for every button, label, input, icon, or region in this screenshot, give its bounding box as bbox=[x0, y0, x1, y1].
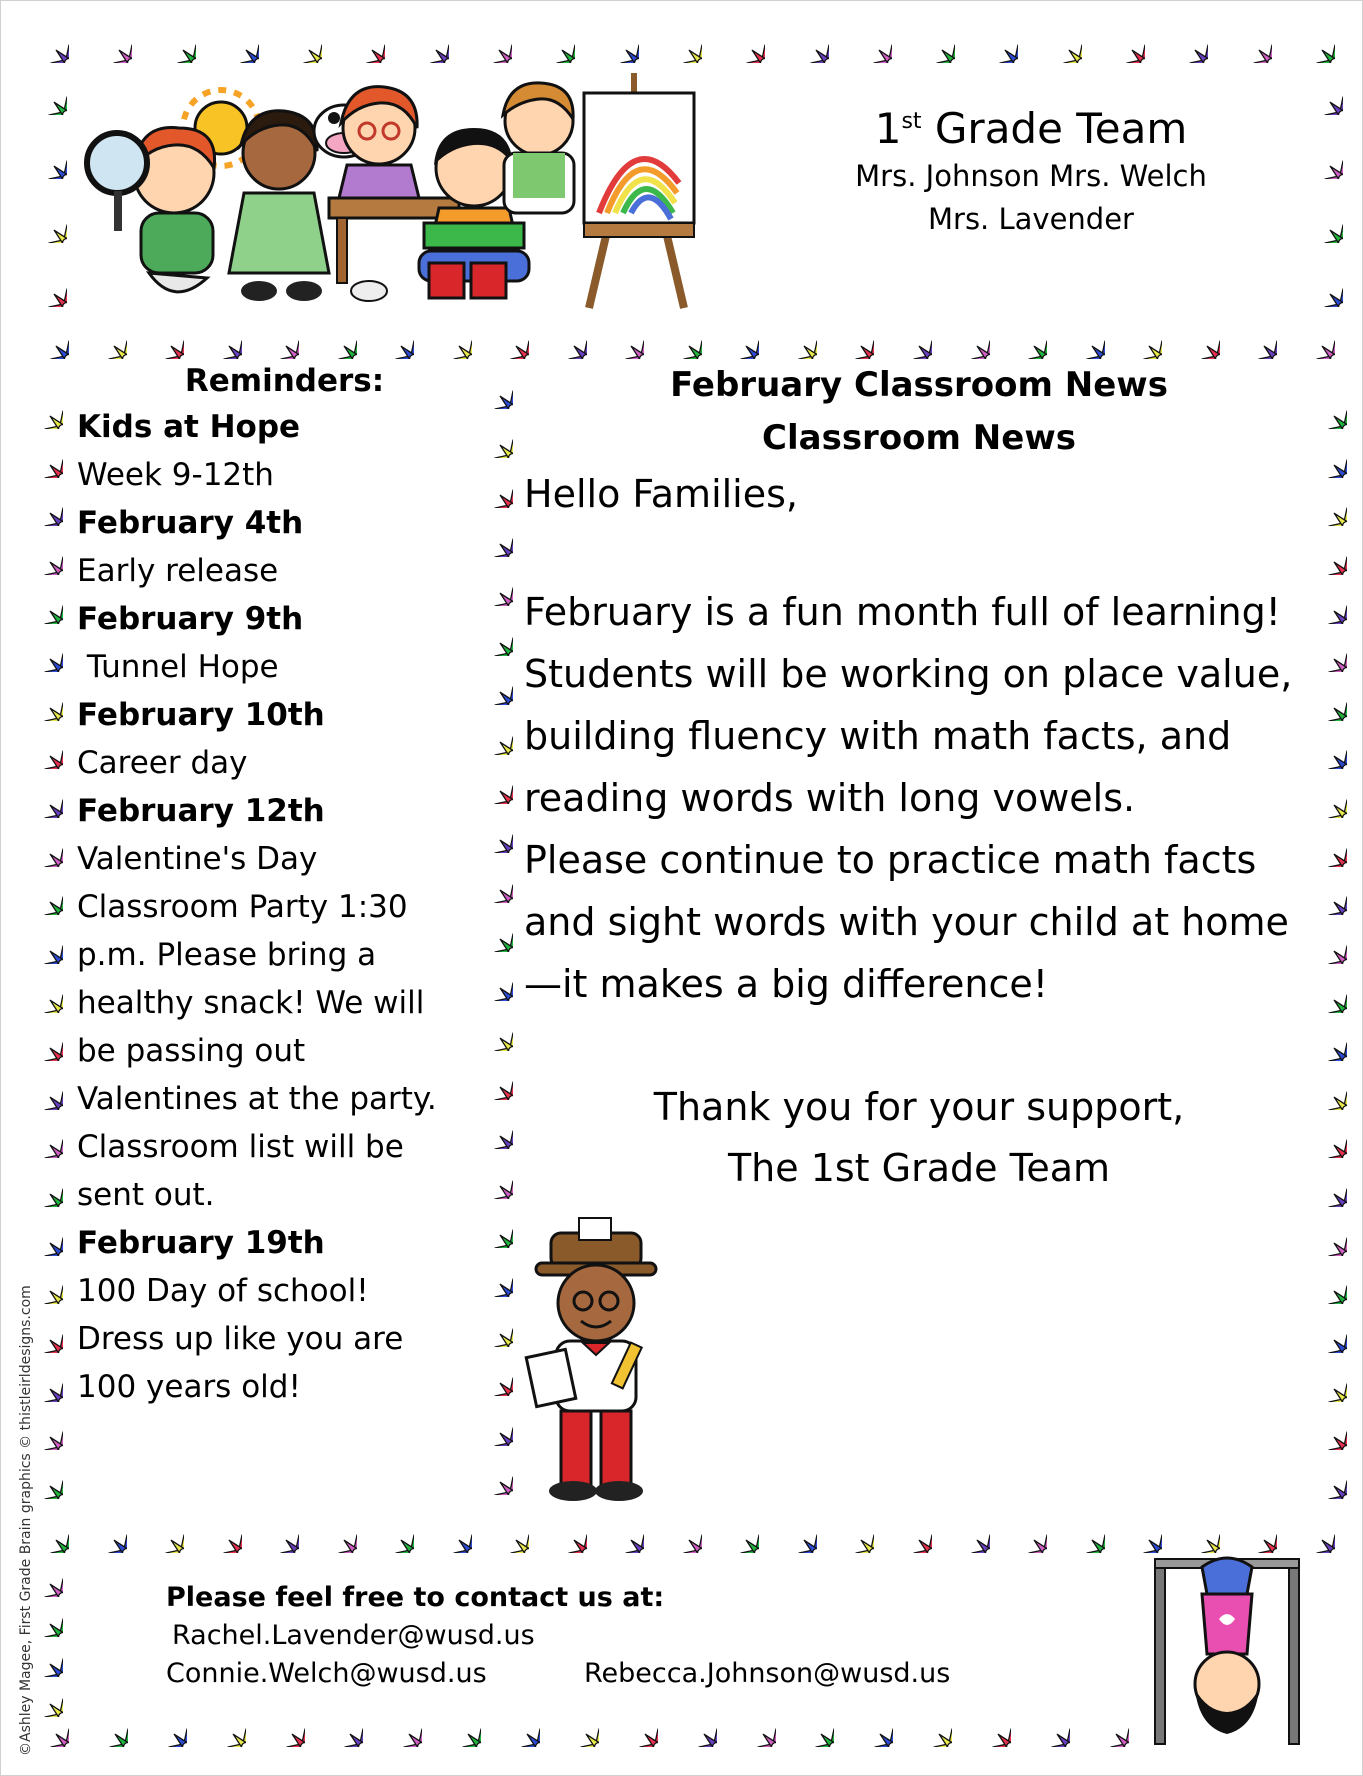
flower-star-icon bbox=[1122, 1513, 1162, 1553]
flower-star-icon bbox=[662, 1513, 702, 1553]
flower-star-icon bbox=[915, 23, 955, 63]
flower-star-icon bbox=[473, 1307, 513, 1347]
flower-star-icon bbox=[473, 665, 513, 705]
flower-star-icon bbox=[382, 1707, 422, 1747]
flower-star-icon bbox=[1180, 1513, 1220, 1553]
footer-divider-star-border bbox=[29, 1513, 1335, 1553]
flower-star-icon bbox=[1307, 1362, 1347, 1402]
flower-star-icon bbox=[323, 1707, 363, 1747]
flower-star-icon bbox=[27, 75, 67, 115]
flower-star-icon bbox=[1307, 1410, 1347, 1450]
flower-star-icon bbox=[23, 389, 63, 429]
flower-star-icon bbox=[23, 681, 63, 721]
reminder-item bbox=[77, 403, 472, 499]
flower-star-icon bbox=[892, 1513, 932, 1553]
email-welch[interactable]: Connie.Welch@wusd.us bbox=[166, 1658, 487, 1689]
flower-star-icon bbox=[834, 319, 874, 359]
flower-star-icon bbox=[473, 369, 513, 409]
flower-star-icon bbox=[853, 1707, 893, 1747]
flower-star-icon bbox=[489, 319, 529, 359]
reminder-date: Kids at Hope bbox=[77, 409, 301, 445]
flower-star-icon bbox=[547, 1513, 587, 1553]
reminder-date: February 19th bbox=[77, 1225, 325, 1261]
flower-star-icon bbox=[29, 1513, 69, 1553]
signoff-line: The 1st Grade Team bbox=[727, 1146, 1111, 1190]
flower-star-icon bbox=[23, 486, 63, 526]
flower-star-icon bbox=[317, 1513, 357, 1553]
flower-star-icon bbox=[1303, 139, 1343, 179]
flower-star-icon bbox=[473, 1208, 513, 1248]
flower-star-icon bbox=[409, 23, 449, 63]
flower-star-icon bbox=[202, 319, 242, 359]
flower-star-icon bbox=[473, 912, 513, 952]
flower-star-icon bbox=[87, 1513, 127, 1553]
flower-star-icon bbox=[1042, 23, 1082, 63]
flower-star-icon bbox=[23, 875, 63, 915]
flower-star-icon bbox=[912, 1707, 952, 1747]
flower-star-icon bbox=[23, 973, 63, 1013]
team-header bbox=[821, 96, 1241, 241]
flower-star-icon bbox=[23, 1216, 63, 1256]
flower-star-icon bbox=[23, 827, 63, 867]
flower-star-icon bbox=[432, 319, 472, 359]
flower-star-icon bbox=[599, 23, 639, 63]
flower-star-icon bbox=[23, 584, 63, 624]
flower-star-icon bbox=[473, 616, 513, 656]
flower-star-icon bbox=[473, 863, 513, 903]
flower-star-icon bbox=[219, 23, 259, 63]
team-title: 1st Grade Team bbox=[874, 104, 1188, 153]
flower-star-icon bbox=[23, 1070, 63, 1110]
reminder-date: February 12th bbox=[77, 793, 325, 829]
girl-magnifier-clipart bbox=[87, 128, 215, 292]
flower-star-icon bbox=[950, 1513, 990, 1553]
reminder-text: Tunnel Hope bbox=[77, 649, 279, 685]
reminders-section bbox=[77, 359, 472, 1411]
flower-star-icon bbox=[473, 813, 513, 853]
flower-star-icon bbox=[473, 764, 513, 804]
flower-star-icon bbox=[719, 1513, 759, 1553]
teacher-names-line2: Mrs. Lavender bbox=[928, 202, 1134, 236]
flower-star-icon bbox=[489, 1513, 529, 1553]
flower-star-icon bbox=[1007, 1513, 1047, 1553]
flower-star-icon bbox=[473, 1406, 513, 1446]
reminder-text: Early release bbox=[77, 553, 279, 589]
flower-star-icon bbox=[971, 1707, 1011, 1747]
flower-star-icon bbox=[1307, 1264, 1347, 1304]
flower-star-icon bbox=[87, 319, 127, 359]
flower-star-icon bbox=[23, 1118, 63, 1158]
flower-star-icon bbox=[23, 1167, 63, 1207]
reminder-date: February 10th bbox=[77, 697, 325, 733]
flower-star-icon bbox=[852, 23, 892, 63]
flower-star-icon bbox=[1180, 319, 1220, 359]
girl-glasses-clipart bbox=[339, 87, 419, 198]
flower-star-icon bbox=[23, 729, 63, 769]
reminder-item bbox=[77, 595, 472, 691]
flower-star-icon bbox=[725, 23, 765, 63]
flower-star-icon bbox=[23, 924, 63, 964]
flower-star-icon bbox=[345, 23, 385, 63]
reminder-item bbox=[77, 1219, 472, 1411]
flower-star-icon bbox=[1030, 1707, 1070, 1747]
flower-star-icon bbox=[1105, 23, 1145, 63]
flower-star-icon bbox=[374, 1513, 414, 1553]
flower-star-icon bbox=[834, 1513, 874, 1553]
news-paragraph: February is a fun month full of learning! Students will be working on place value, building fluency with math facts, and reading words with long vowels. bbox=[524, 590, 1293, 820]
children-group-clipart bbox=[79, 73, 799, 313]
email-johnson[interactable]: Rebecca.Johnson@wusd.us bbox=[584, 1658, 951, 1689]
reminders-heading: Reminders: bbox=[184, 363, 385, 399]
flower-star-icon bbox=[29, 23, 69, 63]
flower-star-icon bbox=[473, 566, 513, 606]
copyright-notice: ©Ashley Magee, First Grade Brain graphics © thistleirldesigns.com bbox=[18, 1285, 34, 1756]
reminder-text: Career day bbox=[77, 745, 248, 781]
contact-section bbox=[166, 1579, 951, 1689]
flower-star-icon bbox=[777, 319, 817, 359]
flower-star-icon bbox=[618, 1707, 658, 1747]
flower-star-icon bbox=[547, 319, 587, 359]
flower-star-icon bbox=[23, 1021, 63, 1061]
news-greeting: Hello Families, bbox=[524, 472, 798, 516]
flower-star-icon bbox=[1122, 319, 1162, 359]
flower-star-icon bbox=[1303, 267, 1343, 307]
flower-star-icon bbox=[1065, 319, 1105, 359]
flower-star-icon bbox=[147, 1707, 187, 1747]
flower-star-icon bbox=[23, 438, 63, 478]
top-star-border bbox=[29, 23, 1335, 63]
left-header-star-border bbox=[27, 75, 67, 307]
flower-star-icon bbox=[1295, 23, 1335, 63]
right-header-star-border bbox=[1303, 75, 1343, 307]
flower-star-icon bbox=[156, 23, 196, 63]
flower-star-icon bbox=[282, 23, 322, 63]
flower-star-icon bbox=[473, 1356, 513, 1396]
flower-star-icon bbox=[473, 1011, 513, 1051]
reminder-item bbox=[77, 691, 472, 787]
flower-star-icon bbox=[794, 1707, 834, 1747]
signoff-line: Thank you for your support, bbox=[653, 1085, 1185, 1129]
flower-star-icon bbox=[950, 319, 990, 359]
flower-star-icon bbox=[259, 319, 299, 359]
flower-star-icon bbox=[259, 1513, 299, 1553]
flower-star-icon bbox=[1168, 23, 1208, 63]
reminder-text: 100 Day of school! Dress up like you are 100 years old! bbox=[77, 1273, 404, 1405]
flower-star-icon bbox=[473, 1159, 513, 1199]
flower-star-icon bbox=[23, 535, 63, 575]
boy-reporter-clipart bbox=[521, 1213, 671, 1503]
flower-star-icon bbox=[206, 1707, 246, 1747]
flower-star-icon bbox=[604, 1513, 644, 1553]
flower-star-icon bbox=[500, 1707, 540, 1747]
flower-star-icon bbox=[1303, 75, 1343, 115]
flower-star-icon bbox=[1303, 203, 1343, 243]
flower-star-icon bbox=[265, 1707, 305, 1747]
news-paragraph: Please continue to practice math facts and sight words with your child at home—it makes a big difference! bbox=[524, 838, 1289, 1006]
reminder-date: February 4th bbox=[77, 505, 304, 541]
flower-star-icon bbox=[535, 23, 575, 63]
flower-star-icon bbox=[1237, 1513, 1277, 1553]
flower-star-icon bbox=[432, 1513, 472, 1553]
flower-star-icon bbox=[441, 1707, 481, 1747]
flower-star-icon bbox=[1089, 1707, 1129, 1747]
flower-star-icon bbox=[27, 139, 67, 179]
flower-star-icon bbox=[27, 203, 67, 243]
flower-star-icon bbox=[662, 319, 702, 359]
flower-star-icon bbox=[736, 1707, 776, 1747]
flower-star-icon bbox=[1307, 1459, 1347, 1499]
flower-star-icon bbox=[144, 319, 184, 359]
reminder-text: Week 9-12th bbox=[77, 457, 274, 493]
reminder-text: Valentine's Day Classroom Party 1:30 p.m. Please bring a healthy snack! We will be passing out Valentines at the party. Classroom list will be sent out. bbox=[77, 841, 437, 1213]
news-title: February Classroom News bbox=[670, 365, 1168, 405]
flower-star-icon bbox=[473, 1257, 513, 1297]
flower-star-icon bbox=[1007, 319, 1047, 359]
flower-star-icon bbox=[777, 1513, 817, 1553]
flower-star-icon bbox=[473, 715, 513, 755]
classroom-news-section bbox=[524, 359, 1314, 1199]
flower-star-icon bbox=[1307, 1216, 1347, 1256]
boy-painter-clipart bbox=[503, 83, 574, 213]
teacher-names-line1: Mrs. Johnson Mrs. Welch bbox=[855, 159, 1207, 193]
flower-star-icon bbox=[473, 1060, 513, 1100]
flower-star-icon bbox=[473, 1455, 513, 1495]
flower-star-icon bbox=[473, 468, 513, 508]
flower-star-icon bbox=[317, 319, 357, 359]
middle-star-border bbox=[473, 369, 513, 1495]
reminder-date: February 9th bbox=[77, 601, 304, 637]
flower-star-icon bbox=[1295, 319, 1335, 359]
flower-star-icon bbox=[374, 319, 414, 359]
flower-star-icon bbox=[202, 1513, 242, 1553]
flower-star-icon bbox=[789, 23, 829, 63]
flower-star-icon bbox=[473, 961, 513, 1001]
flower-star-icon bbox=[892, 319, 932, 359]
monkey-bars-girl-clipart bbox=[1147, 1549, 1307, 1749]
flower-star-icon bbox=[23, 632, 63, 672]
flower-star-icon bbox=[559, 1707, 599, 1747]
header-divider-star-border bbox=[29, 319, 1335, 359]
flower-star-icon bbox=[1307, 1313, 1347, 1353]
reminder-item bbox=[77, 499, 472, 595]
flower-star-icon bbox=[677, 1707, 717, 1747]
flower-star-icon bbox=[473, 517, 513, 557]
contact-heading: Please feel free to contact us at: bbox=[166, 1582, 665, 1613]
flower-star-icon bbox=[473, 418, 513, 458]
flower-star-icon bbox=[1232, 23, 1272, 63]
flower-star-icon bbox=[144, 1513, 184, 1553]
flower-star-icon bbox=[1237, 319, 1277, 359]
email-lavender[interactable]: Rachel.Lavender@wusd.us bbox=[172, 1620, 535, 1651]
flower-star-icon bbox=[473, 1109, 513, 1149]
news-signoff bbox=[524, 1077, 1314, 1199]
flower-star-icon bbox=[472, 23, 512, 63]
flower-star-icon bbox=[1065, 1513, 1105, 1553]
easel-rainbow-clipart bbox=[584, 73, 694, 308]
flower-star-icon bbox=[88, 1707, 128, 1747]
flower-star-icon bbox=[23, 778, 63, 818]
flower-star-icon bbox=[604, 319, 644, 359]
flower-star-icon bbox=[92, 23, 132, 63]
reminder-item bbox=[77, 787, 472, 1219]
flower-star-icon bbox=[662, 23, 702, 63]
flower-star-icon bbox=[29, 319, 69, 359]
flower-star-icon bbox=[719, 319, 759, 359]
flower-star-icon bbox=[978, 23, 1018, 63]
news-subtitle: Classroom News bbox=[762, 418, 1076, 458]
flower-star-icon bbox=[1295, 1513, 1335, 1553]
flower-star-icon bbox=[27, 267, 67, 307]
bottom-star-border bbox=[29, 1707, 1129, 1747]
